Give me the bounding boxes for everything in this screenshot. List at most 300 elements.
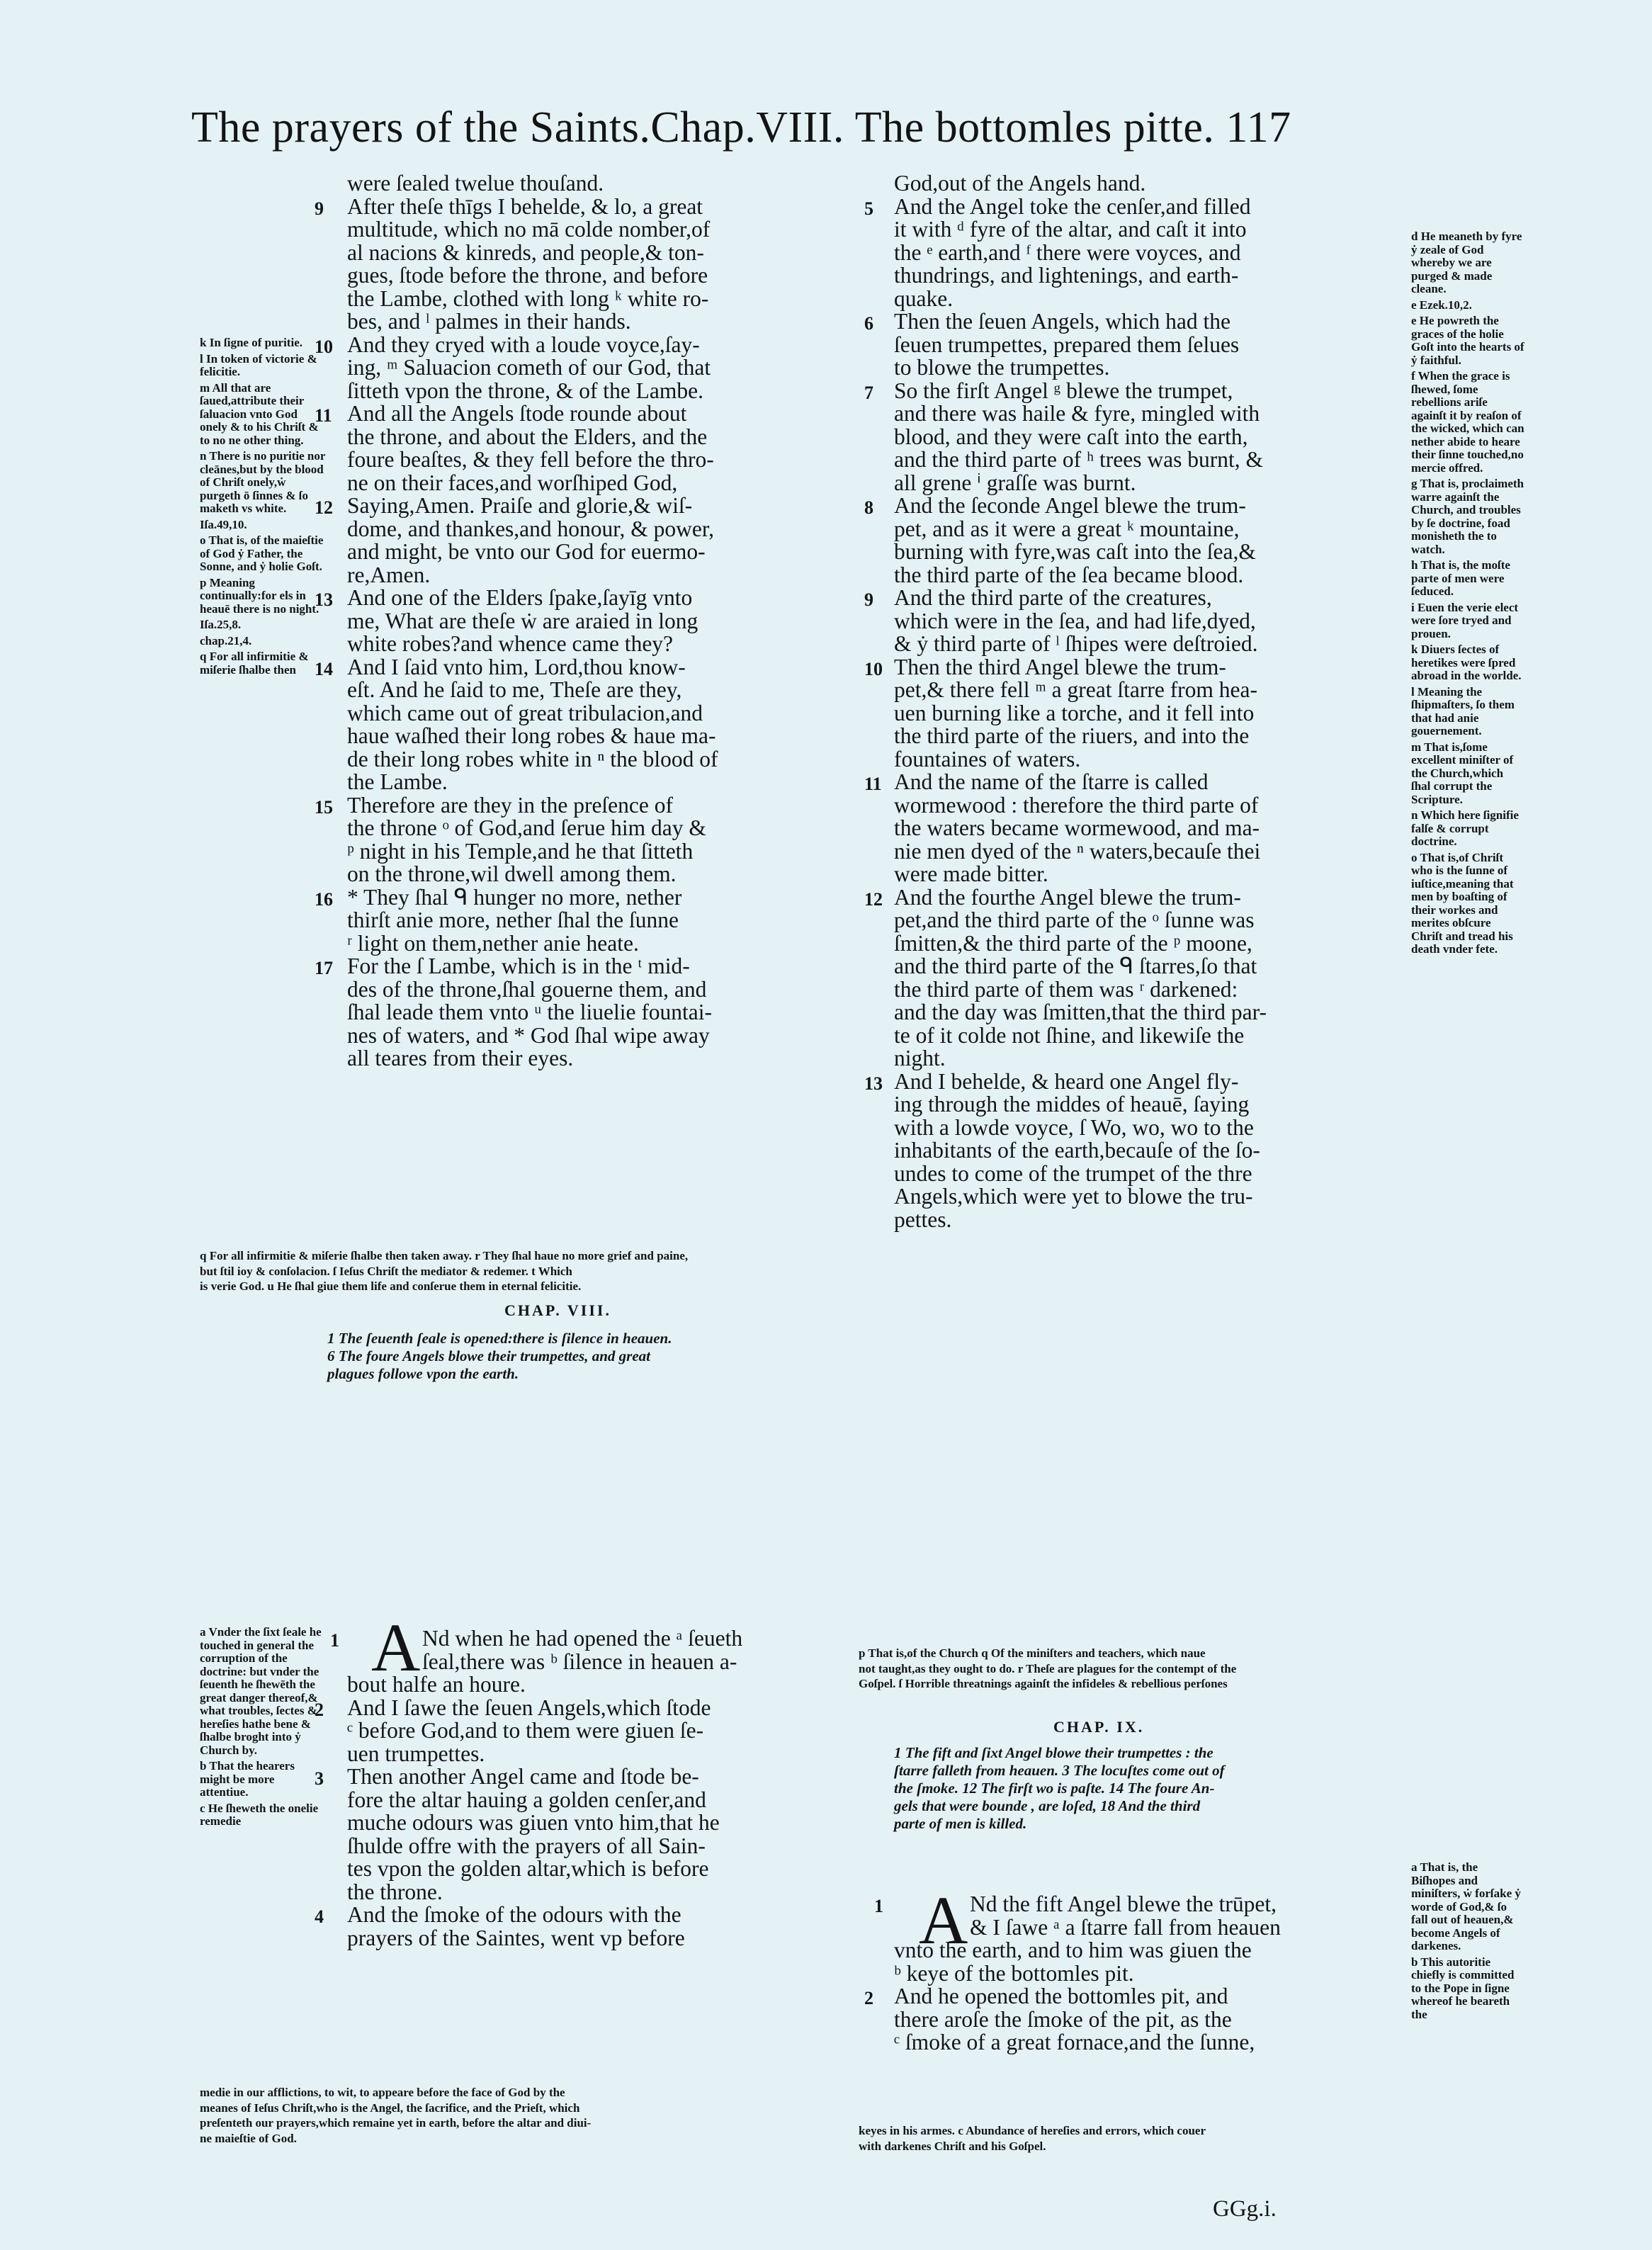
line-text: * They ſhal ᑫ hunger no more, nether [347, 884, 682, 910]
verse-number: 10 [315, 336, 333, 357]
line-text: Saying,Amen. Praiſe and glorie,& wiſ- [347, 493, 693, 518]
line-text: And I behelde, & heard one Angel fly- [894, 1068, 1239, 1094]
verse-line [864, 769, 1403, 794]
verse-line [347, 518, 871, 541]
line-text: pettes. [894, 1206, 952, 1232]
verse-line [347, 932, 871, 956]
margin-note: k Diuers ſectes of heretikes were ſpred abroad in the worlde. [1411, 643, 1522, 682]
line-text: fountaines of waters. [894, 746, 1081, 771]
line-text: ne on their faces,and worſhiped God, [347, 470, 678, 495]
verse-line [347, 218, 871, 242]
line-text: And all the Angels ſtode rounde about [347, 401, 687, 426]
opening-line: ſeal,there was ᵇ ſilence in heauen a- [422, 1649, 737, 1674]
line-text: And he opened the bottomles pit, and [894, 1984, 1228, 2008]
line-text: uen burning like a torche, and it fell into [894, 700, 1255, 725]
verse-line [894, 1024, 1403, 1048]
line-text: blood, and they were caſt into the earth, [894, 424, 1248, 449]
line-text: ſhal leade them vnto ᵘ the liuelie fountai- [347, 1000, 713, 1024]
verse-number: 1 [874, 1896, 883, 1916]
line-text: undes to come of the trumpet of the thre [894, 1160, 1252, 1186]
margin-note: k In ſigne of puritie. [200, 336, 302, 349]
verse-line [864, 193, 1403, 219]
verse-line [894, 794, 1403, 818]
margin-note: i Euen the verie elect were ſore tryed and prouen. [1411, 600, 1519, 640]
running-head: The prayers of the Saints.Chap.VIII. The bottomles pitte. 117 [191, 103, 1291, 152]
verse-line [347, 1789, 871, 1812]
verse-line [894, 1160, 1403, 1186]
verse-line [864, 1984, 1403, 2008]
line-text: And the name of the ſtarre is called [894, 769, 1209, 794]
verse-line [894, 702, 1403, 725]
right-footnotes [859, 1646, 1524, 1692]
line-text: bes, and ˡ palmes in their hands. [347, 309, 631, 334]
line-text: and the third parte of the ᑫ ſtarres,ſo that [894, 954, 1257, 978]
verse-line [347, 817, 871, 840]
line-text: all grene ⁱ graſſe was burnt. [894, 470, 1136, 495]
chapter-viii-margin-notes [200, 1626, 326, 1831]
margin-note: c He ſheweth the onelie remedie [200, 1801, 319, 1828]
margin-note: p Meaning continually:for els in heauē there is no night. [200, 575, 319, 616]
verse-line [894, 541, 1403, 564]
verse-line [315, 1902, 871, 1927]
verse-line [894, 1116, 1403, 1140]
verse-line [347, 426, 871, 449]
line-text: the throne. [347, 1879, 443, 1904]
line-text: ᵖ night in his Temple,and he that ſitteth [347, 838, 694, 864]
margin-note: Iſa.25,8. [200, 618, 242, 631]
line-text: And I ſaid vnto him, Lord,thou know- [347, 654, 686, 679]
line-text: ſmitten,& the third parte of the ᵖ moone, [894, 930, 1252, 956]
line-text: uen trumpettes. [347, 1741, 485, 1766]
line-text: dome, and thankes,and honour, & power, [347, 516, 714, 541]
verse-line [347, 380, 871, 403]
chapter-viii-argument [327, 1330, 866, 1383]
verse-line [864, 1068, 1403, 1094]
line-text: quake. [894, 286, 954, 311]
chapter-ix-opening [874, 1892, 1409, 1940]
line-text: re,Amen. [347, 562, 431, 587]
line-text: with a lowde voyce, ſ Wo, wo, wo to the [894, 1114, 1254, 1140]
margin-note: b This autoritie chiefly is committed to the Pope in ſigne whereof he beareth the [1411, 1955, 1515, 2021]
argument-line: ſtarre falleth from heauen. 3 The locuſtes come out of [894, 1762, 1225, 1779]
line-text: ʳ light on them,nether anie heate. [347, 930, 639, 956]
verse-line [894, 633, 1403, 656]
line-text: thirſt anie more, nether ſhal the ſunne [347, 908, 679, 932]
verse-number: 8 [864, 497, 873, 518]
chapter-viii-drop-cap: A [371, 1610, 421, 1685]
verse-line [347, 541, 871, 564]
line-text: Then the ſeuen Angels, which had the [894, 309, 1230, 334]
footnote-line: with darkenes Chriſt and his Goſpel. [859, 2139, 1046, 2153]
margin-note: e He powreth the graces of the holie Goſt into the hearts of ẏ faithful. [1411, 314, 1524, 367]
verse-line [864, 654, 1403, 679]
argument-line: 1 The fift and ſixt Angel blowe their trumpettes : the [894, 1744, 1213, 1761]
line-text: After theſe thīgs I behelde, & lo, a great [347, 193, 703, 219]
verse-line [347, 1047, 871, 1070]
margin-note: m All that are ſaued,attribute their ſaluacion vnto God onely & to his Chriſt & to no ne other thing. [200, 380, 319, 447]
line-text: al nacions & kinreds, and people,& ton- [347, 239, 704, 265]
chapter-ix-margin-notes [1411, 1861, 1524, 2024]
line-text: And the ſeconde Angel blewe the trum- [894, 493, 1246, 518]
footnote-line: keyes in his armes. c Abundance of hereſies and errors, which couer [859, 2124, 1206, 2137]
verse-line [894, 1939, 1403, 1962]
verse-line [894, 909, 1403, 932]
verse-line [894, 334, 1403, 357]
verse-line [347, 1835, 871, 1858]
verse-line [315, 1695, 871, 1720]
signature-mark: GGg.i. [1213, 2196, 1277, 2222]
line-text: which were in the ſea, and had life,dyed, [894, 608, 1256, 633]
argument-line: plagues followe vpon the earth. [327, 1365, 519, 1382]
line-text: And the Angel toke the cenſer,and filled [894, 193, 1251, 219]
line-text: For the ſ Lambe, which is in the ᵗ mid- [347, 954, 690, 978]
line-text: fore the altar hauing a golden cenſer,and [347, 1787, 706, 1812]
margin-note: a That is, the Biſhopes and miniſters, ẇ forſake ẏ worde of God,& ſo fall out of heauen,& become Angels of darkenes. [1411, 1860, 1521, 1952]
opening-line: & I ſawe ᵃ a ſtarre fall from heauen [970, 1914, 1281, 1940]
verse-line [347, 1673, 871, 1697]
line-text: And the ſmoke of the odours with the [347, 1902, 681, 1927]
line-text: de their long robes white in ⁿ the blood of [347, 746, 718, 771]
verse-line [347, 771, 871, 794]
chapter-viii-opening [330, 1626, 876, 1674]
verse-line [864, 309, 1403, 334]
footnote-line: p That is,of the Church q Of the miniſters and teachers, which naue [859, 1646, 1206, 1660]
chapter-ix-heading: CHAP. IX. [1053, 1718, 1145, 1736]
line-text: thundrings, and lightenings, and earth- [894, 263, 1239, 288]
chapter-ix-footnotes [859, 2123, 1524, 2154]
verse-number: 3 [315, 1768, 324, 1789]
verse-line [347, 310, 871, 334]
footnote-line: ne maieſtie of God. [200, 2131, 297, 2145]
verse-line [347, 1881, 871, 1904]
verse-line [894, 679, 1403, 702]
verse-line [894, 1047, 1403, 1070]
footnote-line: medie in our afflictions, to wit, to appeare before the face of God by the [200, 2086, 565, 2099]
line-text: ᵇ keye of the bottomles pit. [894, 1960, 1134, 1986]
line-text: foure beaſtes, & they fell before the thro- [347, 447, 714, 472]
verse-line [347, 725, 871, 748]
margin-note: n Which here ſignifie falſe & corrupt doctrine. [1411, 808, 1519, 848]
chapter-ix-text [864, 1938, 1403, 2054]
line-text: the waters became wormewood, and ma- [894, 815, 1260, 840]
verse-line [347, 679, 871, 702]
verse-line [315, 792, 871, 818]
verse-line [347, 1024, 871, 1048]
line-text: bout halfe an houre. [347, 1672, 526, 1697]
verse-line [894, 564, 1403, 587]
verse-number: 11 [864, 774, 882, 794]
footnote-line: is verie God. u He ſhal giue them life and conſerue them in eternal felicitie. [200, 1279, 582, 1293]
line-text: And I ſawe the ſeuen Angels,which ſtode [347, 1695, 711, 1720]
verse-line [894, 748, 1403, 771]
verse-number: 9 [315, 198, 324, 219]
verse-line [347, 863, 871, 886]
line-text: white robes?and whence came they? [347, 631, 674, 656]
verse-line [347, 748, 871, 771]
verse-number: 2 [315, 1699, 324, 1720]
margin-note: l Meaning the ſhipmaſters, ſo them that had anie gouernement. [1411, 684, 1515, 737]
footnote-line: meanes of Ieſus Chriſt,who is the Angel, the ſacrifice, and the Prieſt, which [200, 2101, 580, 2115]
verse-line [347, 840, 871, 864]
verse-number: 6 [864, 313, 873, 334]
line-text: & ẏ third parte of ˡ ſhipes were deſtroied. [894, 631, 1258, 656]
verse-number: 5 [864, 198, 873, 219]
verse-line [347, 356, 871, 380]
verse-number: 9 [864, 589, 873, 610]
argument-line: 1 The ſeuenth ſeale is opened:there is ſilence in heauen. [327, 1330, 672, 1347]
margin-note: g That is, proclaimeth warre againſt the Church, and troubles by ſe doctrine, foad monisheth the to watch. [1411, 477, 1524, 556]
line-text: And one of the Elders ſpake,ſayīg vnto [347, 585, 693, 610]
verse-line [347, 472, 871, 495]
opening-line: Nd when he had opened the ᵃ ſeueth [422, 1626, 743, 1651]
line-text: nes of waters, and * God ſhal wipe away [347, 1022, 710, 1048]
margin-note: q For all infirmitie & miſerie ſhalbe then [200, 650, 309, 677]
line-text: night. [894, 1046, 946, 1070]
chapter-ix-drop-cap: A [919, 1882, 968, 1958]
verse-line [347, 610, 871, 633]
margin-note: n There is no puritie nor cleānes,but by the blood of Chriſt onely,ẇ purgeth ō ſinnes & ſo maketh vs white. [200, 449, 326, 515]
margin-note: chap.21,4. [200, 633, 252, 648]
line-text: nie men dyed of the ⁿ waters,becauſe thei [894, 838, 1261, 864]
line-text: the third parte of the riuers, and into the [894, 723, 1250, 748]
line-text: gues, ſtode before the throne, and before [347, 263, 708, 288]
line-text: to blowe the trumpettes. [894, 355, 1110, 380]
margin-note: a Vnder the ſixt ſeale he touched in general the corruption of the doctrine: but vnder the ſeuenth he ſhewēth the great danger thereof,& what troubles, ſectes & hereſies hathe bene & ſhalbe broght into ẏ Church by. [200, 1625, 322, 1757]
line-text: ſitteth vpon the throne, & of the Lambe. [347, 378, 704, 403]
verse-line [347, 1858, 871, 1881]
margin-note: h That is, the moſte parte of men were ſeduced. [1411, 558, 1510, 598]
left-margin-notes [200, 337, 326, 679]
verse-number: 13 [864, 1073, 883, 1094]
line-text: wormewood : therefore the third parte of [894, 792, 1259, 818]
verse-line [894, 172, 1403, 196]
verse-line [894, 402, 1403, 426]
verse-line [894, 1206, 1403, 1232]
verse-line [894, 264, 1403, 288]
verse-line [315, 884, 871, 910]
verse-line [347, 448, 871, 472]
line-text: pet,& there fell ᵐ a great ſtarre from hea- [894, 677, 1257, 702]
line-text: multitude, which no mā colde nomber,of [347, 217, 711, 242]
line-text: and might, be vnto our God for euermo- [347, 539, 706, 564]
verse-line [894, 978, 1403, 1002]
verse-line [864, 493, 1403, 518]
verse-line [315, 401, 871, 426]
opening-line: Nd the fift Angel blewe the trūpet, [970, 1892, 1277, 1916]
footnote-line: not taught,as they ought to do. r Theſe are plagues for the contempt of the [859, 1661, 1237, 1675]
verse-line [894, 1001, 1403, 1024]
line-text: the Lambe, clothed with long ᵏ white ro- [347, 286, 709, 311]
line-text: the Lambe. [347, 769, 448, 794]
verse-number: 12 [864, 888, 883, 910]
verse-line [315, 332, 871, 357]
line-text: it with ᵈ fyre of the altar, and caſt it into [894, 217, 1247, 242]
verse-number: 4 [315, 1906, 324, 1927]
verse-number: 7 [864, 382, 873, 403]
margin-note: f When the grace is ſhewed, ſome rebellions ariſe againſt it by reaſon of the wicked, which can nether abide to heare their ſinne touched,no mercie offred. [1411, 369, 1524, 475]
line-text: te of it colde not ſhine, and likewiſe the [894, 1022, 1245, 1048]
verse-number: 16 [315, 888, 333, 910]
right-margin-notes [1411, 230, 1524, 959]
line-text: the third parte of the ſea became blood. [894, 562, 1244, 587]
line-text: inhabitants of the earth,becauſe of the ſo- [894, 1138, 1260, 1163]
chapter-viii-footnotes [200, 2085, 859, 2146]
argument-line: parte of men is killed. [894, 1815, 1027, 1832]
footnote-line: preſenteth our prayers,which remaine yet in earth, before the altar and diui- [200, 2116, 592, 2130]
verse-line [347, 288, 871, 311]
verse-number: 2 [864, 1988, 873, 2008]
verse-line [315, 493, 871, 518]
verse-line [894, 725, 1403, 748]
line-text: ſhulde offre with the prayers of all Sain- [347, 1833, 706, 1858]
verse-line [894, 356, 1403, 380]
line-text: Then the third Angel blewe the trum- [894, 654, 1226, 679]
verse-line [894, 288, 1403, 311]
line-text: the ᵉ earth,and ᶠ there were voyces, and [894, 239, 1241, 265]
verse-line [894, 518, 1403, 541]
line-text: Then another Angel came and ſtode be- [347, 1764, 699, 1789]
line-text: pet,and the third parte of the ᵒ ſunne was [894, 908, 1255, 932]
verse-number: 14 [315, 658, 333, 679]
margin-note: e Ezek.10,2. [1411, 298, 1472, 312]
line-text: vnto the earth, and to him was giuen the [894, 1938, 1252, 1962]
verse-line [315, 954, 871, 978]
line-text: which came out of great tribulacion,and [347, 700, 703, 725]
argument-line: 6 The foure Angels blowe their trumpettes, and great [327, 1347, 650, 1364]
verse-line [315, 1764, 871, 1789]
verse-number: 13 [315, 589, 333, 610]
verse-line [347, 1811, 871, 1835]
verse-line [894, 932, 1403, 956]
footnote-line: Goſpel. ſ Horrible threatnings againſt the infideles & rebellious perſones [859, 1677, 1228, 1690]
line-text: ſeuen trumpettes, prepared them ſelues [894, 332, 1240, 357]
argument-line: gels that were bounde , are loſed, 18 And the third [894, 1797, 1201, 1814]
verse-line [347, 633, 871, 656]
line-text: burning with fyre,was caſt into the ſea,& [894, 539, 1256, 564]
line-text: muche odours was giuen vnto him,that he [347, 1810, 720, 1835]
line-text: the throne ᵒ of God,and ſerue him day & [347, 815, 706, 840]
margin-note: Iſa.49,10. [200, 517, 247, 531]
footnote-line: but ſtil ioy & conſolacion. ſ Ieſus Chriſt the mediator & redemer. t Which [200, 1264, 572, 1278]
verse-line [315, 654, 871, 679]
footnote-line: q For all infirmitie & miſerie ſhalbe then taken away. r They ſhal haue no more grief and paine, [200, 1249, 689, 1262]
verse-line [894, 1185, 1403, 1209]
chapter-ix-argument [894, 1744, 1404, 1833]
line-text: ing through the middes of heauē, ſaying [894, 1092, 1250, 1116]
margin-note: o That is,of Chriſt who is the ſunne of iuſtice,meaning that men by boaſting of their workes and merites obſcure Chriſt and tread his death vnder fete. [1411, 850, 1514, 956]
line-text: Therefore are they in the preſence of [347, 792, 673, 818]
verse-line [894, 2031, 1403, 2054]
line-text: prayers of the Saintes, went vp before [347, 1925, 685, 1950]
line-text: des of the throne,ſhal gouerne them, and [347, 976, 707, 1002]
line-text: all teares from their eyes. [347, 1046, 574, 1070]
verse-number: 10 [864, 658, 883, 679]
margin-note: l In token of victorie & felicitie. [200, 351, 317, 378]
margin-note: m That is,ſome excellent miniſter of the Church,which ſhal corrupt the Scripture. [1411, 740, 1514, 806]
verse-line [894, 863, 1403, 886]
verse-line [894, 426, 1403, 449]
line-text: God,out of the Angels hand. [894, 171, 1146, 196]
line-text: the throne, and about the Elders, and the [347, 424, 708, 449]
verse-number: 12 [315, 497, 333, 518]
line-text: and the third parte of ʰ trees was burnt, & [894, 447, 1263, 472]
verse-line [894, 472, 1403, 495]
line-text: were made bitter. [894, 861, 1048, 886]
margin-note: o That is, of the maieſtie of God ẏ Father, the Sonne, and ẏ holie Goſt. [200, 533, 324, 573]
verse-line [894, 239, 1403, 265]
line-text: ᶜ before God,and to them were giuen ſe- [347, 1718, 704, 1743]
verse-line [894, 1093, 1403, 1116]
verse-number: 1 [330, 1630, 339, 1651]
line-text: So the firſt Angel ᵍ blewe the trumpet, [894, 378, 1233, 403]
margin-note: d He meaneth by fyre ẏ zeale of God whereby we are purged & made cleane. [1411, 230, 1522, 295]
line-text: And they cryed with a loude voyce,ſay- [347, 332, 700, 357]
line-text: And the fourthe Angel blewe the trum- [894, 884, 1241, 910]
verse-number: 11 [315, 405, 332, 426]
verse-line [894, 817, 1403, 840]
verse-line [894, 218, 1403, 242]
left-footnotes [200, 1248, 859, 1294]
verse-line [347, 1927, 871, 1950]
verse-line [347, 1001, 871, 1024]
verse-line [864, 884, 1403, 910]
line-text: ing, ᵐ Saluacion cometh of our God, that [347, 355, 711, 380]
line-text: on the throne,wil dwell among them. [347, 861, 677, 886]
line-text: and there was haile & fyre, mingled with [894, 401, 1260, 426]
line-text: were ſealed twelue thouſand. [347, 171, 604, 196]
verse-line [347, 172, 871, 196]
chapter-viii-text [315, 1672, 871, 1950]
verse-line [315, 193, 871, 219]
verse-line [347, 239, 871, 265]
verse-line [347, 264, 871, 288]
verse-line [894, 840, 1403, 864]
verse-line [894, 448, 1403, 472]
argument-line: the ſmoke. 12 The firſt wo is paſte. 14 The foure An- [894, 1780, 1215, 1797]
line-text: and the day was ſmitten,that the third par- [894, 1000, 1267, 1024]
verse-line [894, 2008, 1403, 2032]
verse-number: 15 [315, 796, 333, 818]
verse-line [315, 585, 871, 610]
line-text: tes vpon the golden altar,which is before [347, 1856, 709, 1881]
verse-line [347, 1743, 871, 1766]
verse-line [894, 1139, 1403, 1163]
chapter-viii-heading: CHAP. VIII. [504, 1301, 611, 1319]
verse-line [347, 909, 871, 932]
verse-line [347, 564, 871, 587]
verse-line [864, 378, 1403, 403]
line-text: ᶜ ſmoke of a great fornace,and the ſunne, [894, 2030, 1255, 2054]
verse-line [864, 585, 1403, 610]
line-text: pet, and as it were a great ᵏ mountaine, [894, 516, 1240, 541]
verse-line [347, 978, 871, 1002]
line-text: And the third parte of the creatures, [894, 585, 1212, 610]
verse-line [894, 1962, 1403, 1986]
line-text: eſt. And he ſaid to me, Theſe are they, [347, 677, 682, 702]
verse-line [347, 702, 871, 725]
margin-note: b That the hearers might be more attentiue. [200, 1759, 295, 1799]
line-text: haue waſhed their long robes & haue ma- [347, 723, 716, 748]
line-text: the third parte of them was ʳ darkened: [894, 976, 1238, 1002]
verse-number: 17 [315, 958, 333, 978]
line-text: there aroſe the ſmoke of the pit, as the [894, 2006, 1232, 2032]
verse-line [347, 1719, 871, 1743]
right-column-text [864, 171, 1403, 1232]
verse-line [894, 955, 1403, 978]
left-column-text [315, 171, 871, 1070]
line-text: me, What are theſe ẇ are araied in long [347, 608, 698, 633]
verse-line [894, 610, 1403, 633]
